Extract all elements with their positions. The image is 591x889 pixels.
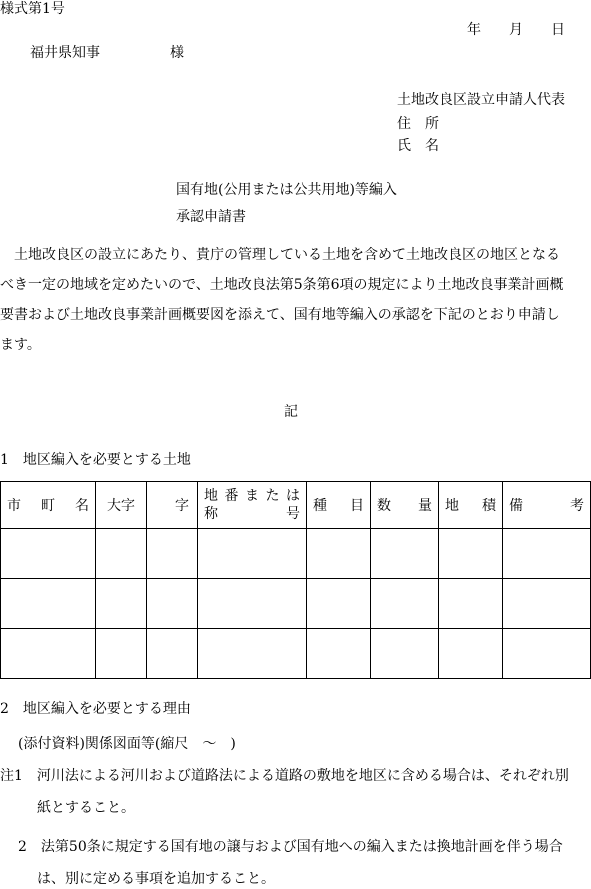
table-cell[interactable] [439,579,503,629]
table-cell[interactable] [96,579,147,629]
table-cell[interactable] [1,629,96,679]
header-biko: 備 考 [503,482,591,529]
section1-heading: 1 地区編入を必要とする土地 [0,452,191,468]
table-cell[interactable] [307,529,371,579]
table-cell[interactable] [147,579,198,629]
table-cell[interactable] [439,629,503,679]
document-title-line2: 承認申請書 [176,209,246,225]
table-cell[interactable] [198,579,307,629]
ki-heading: 記 [284,404,298,420]
body-line: 土地改良区の設立にあたり、貴庁の管理している土地を含めて土地改良区の地区となる [0,247,560,263]
body-line: 要書および土地改良事業計画概要図を添えて、国有地等編入の承認を下記のとおり申請し [0,307,560,323]
body-line: べき一定の地域を定めたいので、土地改良法第5条第6項の規定により土地改良事業計画概 [0,277,564,293]
table-cell[interactable] [371,579,439,629]
body-line: ます。 [0,337,41,353]
header-chiseki: 地 積 [439,482,503,529]
table-cell[interactable] [371,529,439,579]
table-cell[interactable] [96,629,147,679]
table-cell[interactable] [1,579,96,629]
table-cell[interactable] [198,529,307,579]
form-number: 様式第1号 [0,1,65,17]
note1-line2: 紙とすること。 [37,800,135,816]
table-cell[interactable] [96,529,147,579]
land-table [0,481,591,679]
table-cell[interactable] [1,529,96,579]
table-cell[interactable] [439,529,503,579]
note2-line2: は、別に定める事項を追加すること。 [37,871,275,887]
attachment-note: (添付資料)関係図面等(縮尺 ～ ) [18,736,236,752]
table-row [1,629,591,679]
table-row [1,529,591,579]
table-header-row [1,482,591,529]
table-cell[interactable] [307,579,371,629]
header-oaza: 大字 [96,482,147,529]
table-cell[interactable] [371,629,439,679]
document-title-line1: 国有地(公用または公共用地)等編入 [176,182,397,198]
table-cell[interactable] [503,529,591,579]
header-suryo: 数 量 [371,482,439,529]
note2-line1: 2 法第50条に規定する国有地の譲与および国有地への編入または換地計画を伴う場合 [18,839,563,855]
header-shumoku: 種 目 [307,482,371,529]
table-cell[interactable] [307,629,371,679]
table-row [1,579,591,629]
applicant-title: 土地改良区設立申請人代表 [397,92,565,108]
header-aza: 字 [147,482,198,529]
addressee: 福井県知事 様 [30,45,184,61]
note1-line1: 注1 河川法による河川および道路法による道路の敷地を地区に含める場合は、それぞれ別 [0,768,569,784]
applicant-name-label: 氏 名 [397,138,439,154]
header-city: 市 町 名 [1,482,96,529]
table-cell[interactable] [147,629,198,679]
section2-heading: 2 地区編入を必要とする理由 [0,701,191,717]
table-cell[interactable] [147,529,198,579]
applicant-address-label: 住 所 [397,116,439,132]
table-cell[interactable] [198,629,307,679]
date-line: 年 月 日 [467,22,565,38]
request-body [0,240,591,360]
table-cell[interactable] [503,629,591,679]
table-cell[interactable] [503,579,591,629]
header-chiban: 地 番 ま た は 称 号 [198,482,307,529]
